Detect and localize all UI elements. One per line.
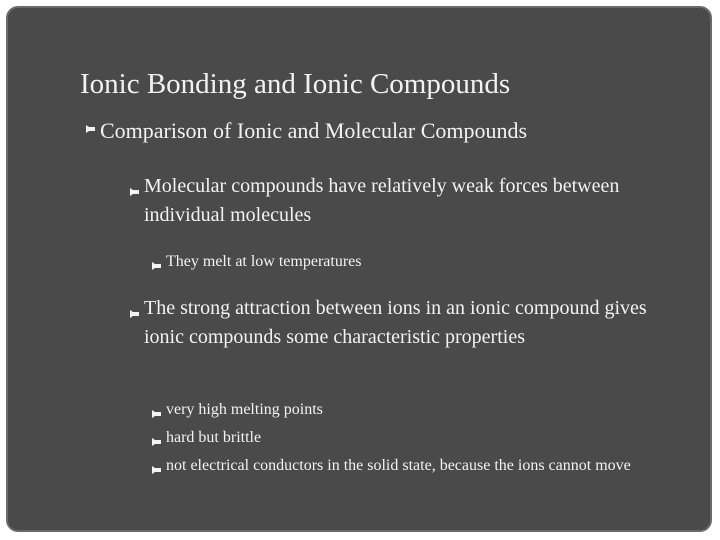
slide-title: Ionic Bonding and Ionic Compounds (80, 68, 511, 100)
point-ionic (144, 294, 664, 352)
point-ionic-text: The strong attraction between ions in an ionic compound gives ionic compounds some characteristic properties (144, 297, 647, 348)
subpoint-not-conductors (166, 454, 656, 478)
bullet-arrow-icon (130, 302, 139, 331)
bullet-arrow-icon (152, 432, 161, 456)
subpoint-hard-brittle (166, 426, 656, 450)
bullet-arrow-icon (152, 404, 161, 428)
bullet-arrow-icon (152, 460, 161, 484)
level1-bullet (100, 118, 527, 144)
subpoint-high-melting (166, 398, 656, 422)
subpoint-hard-brittle-text: hard but brittle (166, 429, 262, 446)
level1-bullet-text: Comparison of Ionic and Molecular Compounds (100, 118, 528, 143)
bullet-arrow-icon (130, 180, 139, 209)
point-molecular (144, 172, 664, 230)
bullet-arrow-icon (152, 256, 161, 280)
subpoint-melt-low-text: They melt at low temperatures (166, 253, 362, 270)
subpoint-not-conductors-text: not electrical conductors in the solid state, because the ions cannot move (166, 457, 631, 474)
subpoint-high-melting-text: very high melting points (166, 401, 323, 418)
point-molecular-text: Molecular compounds have relatively weak forces between individual molecules (144, 175, 620, 226)
subpoint-melt-low (166, 250, 656, 274)
bullet-arrow-icon (86, 125, 95, 137)
